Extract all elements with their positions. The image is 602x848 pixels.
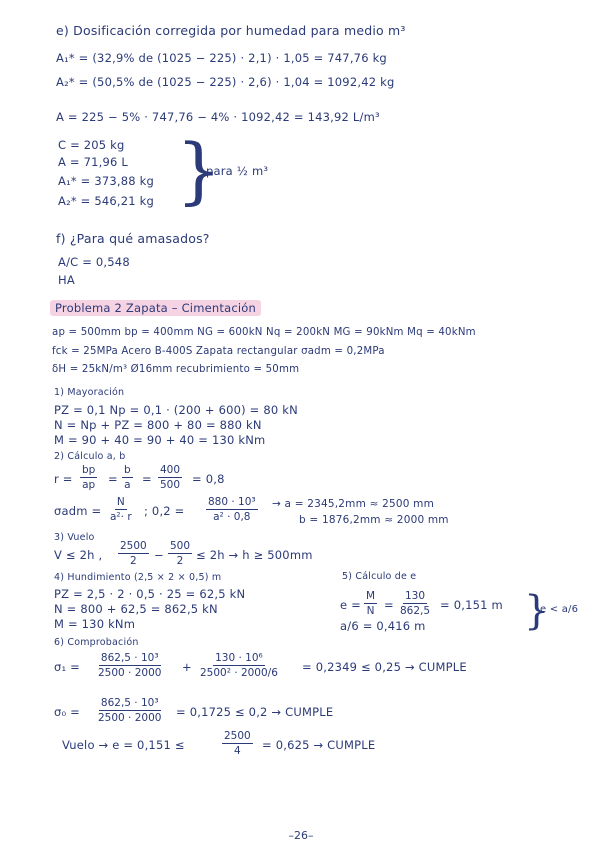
ratio-result: = 0,8 [192,472,225,486]
fraction-denominator: a²· r [110,511,132,523]
section-e-line3: A = 225 − 5% · 747,76 − 4% · 1092,42 = 143,92 L/m³ [56,110,380,124]
step3-title: 3) Vuelo [54,532,95,543]
fraction-numerator: 2500 [224,730,251,742]
fraction-numerator: 130 · 10⁶ [215,652,263,664]
sigma1-lhs: σ₁ = [54,660,80,674]
section-e-line1: A₁* = (32,9% de (1025 − 225) · 2,1) · 1,05 = 747,76 kg [56,51,387,65]
eccentricity-fraction-1 [364,590,377,617]
fraction-numerator: bp [82,464,96,476]
equals-sign: = [142,472,152,486]
fraction-numerator: 862,5 · 10³ [100,652,159,664]
dosage-aggregate1: A₁* = 373,88 kg [58,174,155,188]
sigma0-lhs: σ₀ = [54,705,80,719]
eccentricity-result: = 0,151 m [440,598,503,612]
section-e-line2: A₂* = (50,5% de (1025 − 225) · 2,6) · 1,04 = 1092,42 kg [56,75,395,89]
minus-sign: − [154,548,164,562]
fraction-numerator: 862,5 · 10³ [100,697,159,709]
dosage-cement: C = 205 kg [58,138,125,152]
eccentricity-limit: a/6 = 0,416 m [340,619,426,633]
problem2-title-highlight: Problema 2 Zapata – Cimentación [50,300,261,316]
dosage-aggregate2: A₂* = 546,21 kg [58,194,155,208]
equals-sign: = [384,598,394,612]
fraction-denominator: ap [82,479,96,491]
dimension-b: b = 1876,2mm ≈ 2000 mm [299,514,449,526]
right-brace: } [176,128,222,212]
fraction-denominator: a² · 0,8 [213,511,251,523]
dosage-note: para ½ m³ [206,164,269,178]
fraction-numerator: 880 · 10³ [208,496,256,508]
fraction-denominator: a [124,479,131,491]
stress-mid: ; 0,2 = [144,504,185,518]
stress-fraction-1 [108,496,134,523]
equals-sign: = [108,472,118,486]
stress-lhs: σadm = [54,504,102,518]
section-f-line2: HA [58,273,75,287]
ratio-fraction-2 [122,464,133,491]
problem-data-3: δH = 25kN/m³ Ø16mm recubrimiento = 50mm [52,364,300,375]
step4-title: 4) Hundimiento (2,5 × 2 × 0,5) m [54,572,222,583]
fraction-denominator: 2 [130,555,137,567]
problem-data-1: ap = 500mm bp = 400mm NG = 600kN Nq = 200kN MG = 90kNm Mq = 40kNm [52,327,476,338]
fraction-denominator: 2500² · 2000/6 [200,667,278,679]
sigma1-fraction-2 [198,652,280,679]
eccentricity-condition: e < a/6 [540,604,579,615]
section-f-title: f) ¿Para qué amasados? [56,231,210,246]
step4-line3: M = 130 kNm [54,617,136,631]
fraction-denominator: 4 [234,745,241,757]
fraction-numerator: 500 [170,540,191,552]
fraction-numerator: M [366,590,376,602]
problem2-title [50,301,261,315]
page-number: –26– [288,829,314,842]
overhang-fraction-2 [168,540,192,567]
fraction-numerator: 400 [160,464,181,476]
eccentricity-lhs: e = [340,598,361,612]
step1-line3: M = 90 + 40 = 90 + 40 = 130 kNm [54,433,266,447]
step1-title: 1) Mayoración [54,387,125,398]
overhang-check-lhs: Vuelo → e = 0,151 ≤ [62,738,185,752]
sigma1-fraction-1 [96,652,163,679]
fraction-denominator: 2 [176,555,184,567]
dimension-a: → a = 2345,2mm ≈ 2500 mm [272,498,435,510]
stress-fraction-2 [206,496,258,523]
right-brace: } [524,588,550,634]
fraction-numerator: b [124,464,131,476]
step2-title: 2) Cálculo a, b [54,451,126,462]
step1-line2: N = Np + PZ = 800 + 80 = 880 kN [54,418,262,432]
overhang-fraction-1 [118,540,149,567]
plus-sign: + [182,660,192,674]
section-f-line1: A/C = 0,548 [58,255,130,269]
fraction-numerator: 130 [405,590,426,602]
eccentricity-fraction-2 [398,590,432,617]
overhang-check-result: = 0,625 → CUMPLE [262,738,376,752]
step5-title: 5) Cálculo de e [342,571,417,582]
dosage-water: A = 71,96 L [58,155,128,169]
sigma1-result: = 0,2349 ≤ 0,25 → CUMPLE [302,660,467,674]
sigma0-fraction [96,697,163,724]
fraction-denominator: 500 [160,479,181,491]
fraction-numerator: 2500 [120,540,147,552]
overhang-check-fraction [222,730,253,757]
overhang-result: ≤ 2h → h ≥ 500mm [196,548,313,562]
step6-title: 6) Comprobación [54,637,139,648]
ratio-fraction-1 [80,464,97,491]
fraction-denominator: 2500 · 2000 [98,667,162,679]
fraction-numerator: N [116,496,125,508]
step4-line2: N = 800 + 62,5 = 862,5 kN [54,602,218,616]
fraction-denominator: 862,5 [400,605,431,617]
step4-line1: PZ = 2,5 · 2 · 0,5 · 25 = 62,5 kN [54,587,246,601]
sigma0-result: = 0,1725 ≤ 0,2 → CUMPLE [176,705,334,719]
ratio-fraction-3 [158,464,182,491]
section-e-title: e) Dosificación corregida por humedad para medio m³ [56,23,406,38]
problem-data-2: fck = 25MPa Acero B-400S Zapata rectangular σadm = 0,2MPa [52,346,385,357]
step1-line1: PZ = 0,1 Np = 0,1 · (200 + 600) = 80 kN [54,403,298,417]
fraction-denominator: N [366,605,375,617]
ratio-lhs: r = [54,472,73,486]
overhang-lhs: V ≤ 2h , [54,548,103,562]
fraction-denominator: 2500 · 2000 [98,712,162,724]
